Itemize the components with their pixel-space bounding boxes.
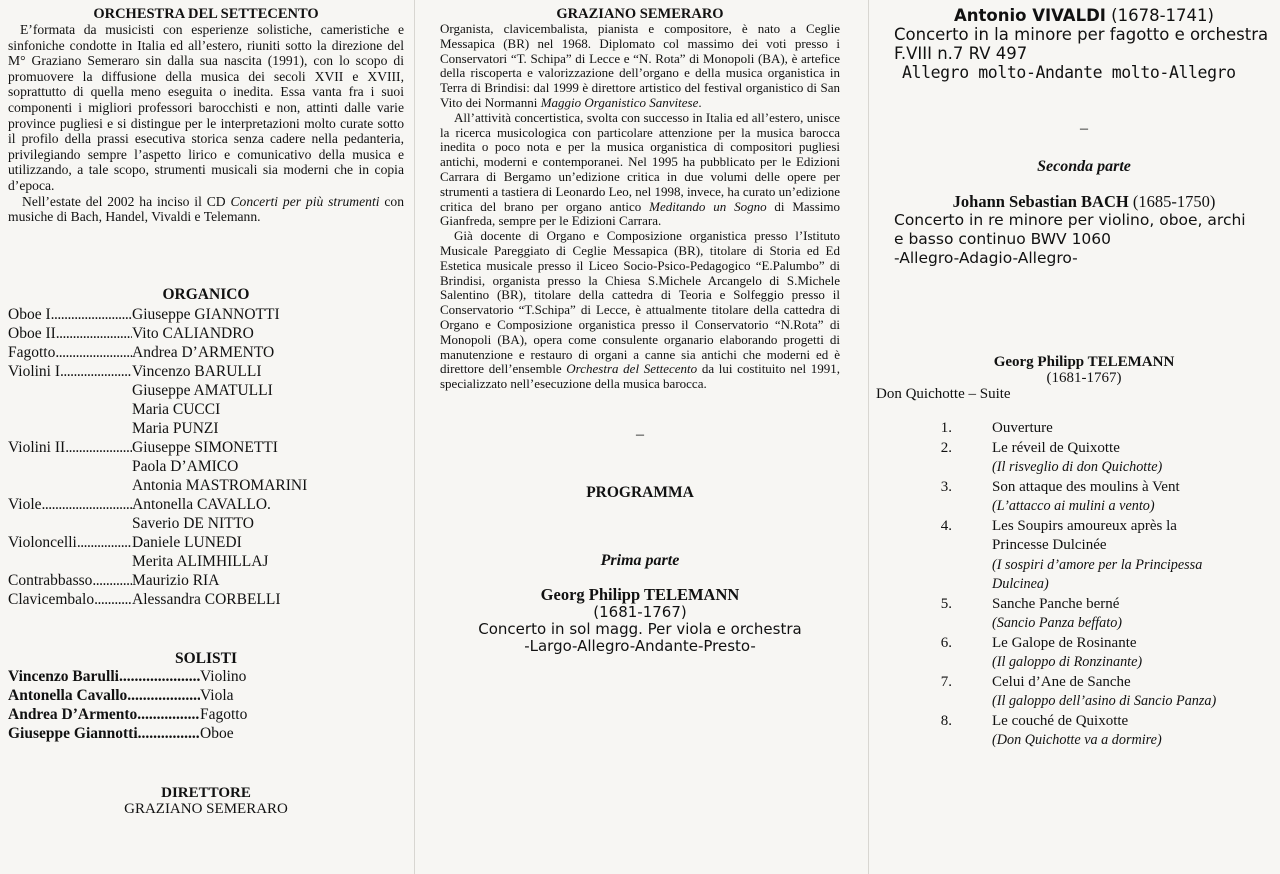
- cd-note-text: Nell’estate del 2002 ha inciso il CD: [22, 193, 231, 209]
- role-label: Oboe I: [8, 305, 51, 323]
- role-label: Violini I: [8, 362, 61, 380]
- movement-title-fr: Sanche Panche berné: [992, 595, 1120, 612]
- movement-title-it: Dulcinea): [992, 576, 1049, 592]
- movement-title-it: (Don Quichotte va a dormire): [992, 732, 1162, 748]
- soloist-row: [8, 686, 404, 705]
- movement-title-it: (Sancio Panza beffato): [992, 615, 1123, 631]
- organico-title: ORGANICO: [162, 285, 250, 303]
- musician-name: Alessandra CORBELLI: [132, 590, 281, 608]
- panel-program-continued: [868, 0, 1280, 874]
- bio-text: Già docente di Organo e Composizione organistica presso l’Istituto Musicale Pareggiato di Ceglie Messapica (BR), titolare di Storia ed Ed Estetica musicale presso il Liceo Socio-Psico-Pedagogico “E.Palumbo” di Brindisi, organista presso la Chiesa S.Michele Arcangelo di S.Michele Salentino (BR), titolare della cattedra di Teoria e Solfeggio presso il Conservatorio “T.Schipa” di Lecce, è attualmente titolare della cattedra di Organo e Composizione organistica presso il Conservatorio “N.Rota” di Monopoli (BA), opera come consulente organario elaborando progetti di manutenzione e restauro di organi a canne sia antichi che moderni ed è direttore dell’ensemble: [440, 228, 840, 377]
- bio-title: GRAZIANO SEMERARO: [556, 6, 724, 22]
- movement-text: [992, 673, 1274, 712]
- movement-title-it: (Il galoppo di Ronzinante): [992, 654, 1143, 670]
- piece4-composer: Georg Philipp TELEMANN: [993, 354, 1175, 370]
- movement-title-fr: Le réveil de Quixotte: [992, 439, 1120, 456]
- piece1-movements: -Largo-Allegro-Andante-Presto-: [524, 636, 756, 655]
- soloist-name-text: Antonella Cavallo: [8, 686, 128, 704]
- piece4-dates: (1681-1767): [1046, 370, 1122, 386]
- soloist-row: [8, 724, 404, 743]
- bio-paragraph-3: [440, 229, 840, 392]
- movement-title-fr: Le couché de Quixotte: [992, 712, 1129, 729]
- organico-role: [8, 438, 132, 457]
- direttore-name: GRAZIANO SEMERARO: [124, 800, 288, 817]
- movement-number: 6.: [940, 634, 952, 651]
- suite-movement: [894, 673, 1274, 712]
- direttore-title: DIRETTORE: [161, 784, 251, 801]
- role-label: Violini II: [8, 438, 66, 456]
- soloist-name-text: Andrea D’Armento: [8, 705, 138, 723]
- musician-name: Andrea D’ARMENTO: [132, 343, 275, 361]
- panel-biography-program: [414, 0, 868, 874]
- movement-title-fr: Celui d’Ane de Sanche: [992, 673, 1131, 690]
- musician-name: Vincenzo BARULLI: [132, 362, 262, 380]
- piece4-title: Don Quichotte – Suite: [876, 386, 1011, 402]
- movement-title-it: (Il galoppo dell’asino di Sancio Panza): [992, 693, 1217, 709]
- soloist-name: [8, 686, 200, 705]
- suite-movement: [894, 712, 1274, 751]
- seconda-parte-heading: Seconda parte: [1037, 158, 1131, 175]
- movement-text: [992, 517, 1274, 595]
- organico-list: [8, 305, 404, 609]
- musician-name: Daniele LUNEDI: [132, 533, 242, 551]
- musician-name: Antonella CAVALLO.: [132, 495, 271, 513]
- soloist-instrument: Violino: [200, 667, 247, 685]
- organico-role: [8, 305, 132, 324]
- suite-movement: [894, 634, 1274, 673]
- organico-row: [8, 400, 404, 419]
- panel-orchestra: [0, 0, 414, 874]
- organico-role: [8, 571, 132, 590]
- piece2-movements: Allegro molto-Andante molto-Allegro: [902, 63, 1236, 82]
- piece2-composer: Antonio VIVALDI: [954, 6, 1106, 25]
- bio-text-end: .: [698, 94, 702, 110]
- movement-number: 1.: [940, 420, 952, 436]
- movement-title-fr: Son attaque des moulins à Vent: [992, 478, 1180, 495]
- organico-role: [8, 533, 132, 552]
- organico-row: [8, 552, 404, 571]
- movement-number: 8.: [940, 712, 952, 729]
- piece3-movements: -Allegro-Adagio-Allegro-: [894, 249, 1078, 267]
- bio-text-end: di Massimo Gianfreda, sempre per le Edizioni Carrara.: [440, 198, 840, 229]
- bio-text: Organista, clavicembalista, pianista e compositore, è nato a Ceglie Messapica (BR) nel 1968. Diplomato col massimo dei voti presso i Conservatori “T. Schipa” di Lecce e “N. Rota” di Monopoli (BA), è artefice della riscoperta e valorizzazione dell’organo e della musica organistica in Terra di Brindisi: dal 1999 è direttore artistico del festival organistico di San Vito dei Normanni: [440, 21, 840, 110]
- piece3-header: [894, 192, 1274, 211]
- piece2-title-line1: Concerto in la minore per fagotto e orchestra: [894, 25, 1269, 44]
- role-label: Viole: [8, 495, 42, 513]
- movement-title-it: (I sospiri d’amore per la Principessa: [992, 556, 1203, 573]
- movement-title-fr: Princesse Dulcinée: [992, 537, 1107, 553]
- suite-movement: [894, 517, 1274, 595]
- musician-name: Vito CALIANDRO: [132, 324, 254, 342]
- soloist-row: [8, 667, 404, 686]
- suite-movement: [894, 439, 1274, 478]
- festival-name: Maggio Organistico Sanvitese: [540, 94, 699, 110]
- musician-name: Giuseppe GIANNOTTI: [132, 305, 280, 323]
- organico-row: [8, 514, 404, 533]
- movement-number: 3.: [940, 478, 952, 495]
- role-label: Fagotto: [8, 343, 56, 361]
- suite-movement: [894, 478, 1274, 517]
- movement-number: 2.: [940, 439, 952, 456]
- movement-number: 5.: [940, 595, 952, 612]
- organico-row: [8, 457, 404, 476]
- piece1-dates: (1681-1767): [593, 602, 687, 621]
- role-label: Violoncelli: [8, 533, 77, 551]
- organico-row: [8, 343, 404, 362]
- organico-row: [8, 590, 404, 609]
- musician-name: Paola D’AMICO: [132, 457, 239, 475]
- movement-title-it: (L’attacco ai mulini a vento): [992, 498, 1155, 514]
- piece3-title-line2: e basso continuo BWV 1060: [894, 230, 1112, 248]
- orchestra-title: ORCHESTRA DEL SETTECENTO: [93, 6, 319, 22]
- piece3-composer: Johann Sebastian BACH: [952, 192, 1129, 211]
- musician-name: Antonia MASTROMARINI: [132, 476, 308, 494]
- movement-number: 4.: [940, 517, 952, 534]
- orchestra-cd-note: [8, 194, 404, 225]
- orchestra-description: E’formata da musicisti con esperienze solistiche, cameristiche e sinfoniche condotte in Italia ed all’estero, riuniti sotto la direzione del M° Graziano Semeraro sin dalla sua nascita (1991), con lo scopo di promuovere la diffusione della musica dei secoli XVII e XVIII, soprattutto di quella meno eseguita o inedita. Essa vanta fra i suoi componenti i migliori professori barocchisti e non, attinti dalle varie province pugliesi e si distingue per le interpretazioni molto curate sotto il profilo della prassi esecutiva storica senza cadere nella pedanteria, privilegiando sempre l’aspetto lirico e comunicativo della musica e utilizzando, a tale scopo, strumenti musicali sia moderni che in copia d’epoca.: [8, 22, 404, 193]
- movement-title-fr: Ouverture: [992, 420, 1053, 436]
- suite-movement: [894, 595, 1274, 634]
- soloist-instrument: Oboe: [200, 724, 234, 742]
- organico-row: [8, 476, 404, 495]
- organico-row: [8, 438, 404, 457]
- musician-name: Maria PUNZI: [132, 419, 219, 437]
- cd-note-text-end: con musiche di Bach, Handel, Vivaldi e Telemann.: [8, 193, 404, 225]
- organico-row: [8, 305, 404, 324]
- musician-name: Maria CUCCI: [132, 400, 221, 418]
- musician-name: Merita ALIMHILLAJ: [132, 552, 269, 570]
- movement-title-fr: Le Galope de Rosinante: [992, 634, 1137, 651]
- organico-role: [8, 590, 132, 609]
- piece3-title-line1: Concerto in re minore per violino, oboe, archi: [894, 211, 1246, 229]
- cd-title: Concerti per più strumenti: [230, 193, 380, 209]
- piece1-title: Concerto in sol magg. Per viola e orchestra: [478, 619, 802, 638]
- role-label: Clavicembalo: [8, 590, 95, 608]
- bio-paragraph-1: [440, 22, 840, 111]
- bio-text-end: da lui costituito nel 1991, specializzato nell’esecuzione della musica barocca.: [440, 361, 840, 392]
- movement-text: [992, 478, 1274, 517]
- musician-name: Saverio DE NITTO: [132, 514, 254, 532]
- musician-name: Giuseppe SIMONETTI: [132, 438, 278, 456]
- organico-role: [8, 362, 132, 381]
- prima-parte-heading: Prima parte: [600, 551, 680, 569]
- organico-row: [8, 419, 404, 438]
- organico-row: [8, 362, 404, 381]
- movement-text: [992, 439, 1274, 478]
- soloist-name: [8, 667, 200, 686]
- organico-role: [8, 495, 132, 514]
- piece2-dates: (1678-1741): [1105, 6, 1214, 25]
- movement-text: [992, 595, 1274, 634]
- soloist-name: [8, 724, 200, 743]
- movement-title-it: (Il risveglio di don Quichotte): [992, 459, 1163, 475]
- ensemble-name: Orchestra del Settecento: [566, 361, 698, 377]
- piece2-title-line2: F.VIII n.7 RV 497: [894, 44, 1028, 63]
- movement-number: 7.: [940, 673, 952, 690]
- organico-row: [8, 381, 404, 400]
- movement-title-fr: Les Soupirs amoureux après la: [992, 517, 1177, 534]
- fold-line: [868, 0, 869, 874]
- solisti-list: [8, 667, 404, 743]
- piece3-dates: (1685-1750): [1128, 192, 1216, 211]
- organico-role: [8, 343, 132, 362]
- bio-text: All’attività concertistica, svolta con successo in Italia ed all’estero, unisce la ricerca musicologica con particolare attenzione per la musica barocca inedita o poco nota e per la musica organistica di compositori pugliesi antichi, moderni e contemporanei. Nel 1995 ha pubblicato per le Edizioni Carrara di Bergamo un’edizione critica in due volumi delle opere per strumenti a tastiera di Leonardo Leo, nel 1998, invece, ha curato un’edizione critica del brano per organo antico: [440, 109, 840, 214]
- suite-movement-list: [894, 419, 1274, 751]
- programma-title: PROGRAMMA: [586, 483, 694, 501]
- organico-row: [8, 324, 404, 343]
- separator-dash: –: [1080, 120, 1088, 137]
- piece2-header: [894, 6, 1274, 25]
- soloist-instrument: Viola: [200, 686, 234, 704]
- work-title: Meditando un Sogno: [649, 198, 767, 214]
- movement-text: [992, 419, 1274, 439]
- movement-text: [992, 712, 1274, 751]
- separator-dash: –: [636, 425, 644, 443]
- soloist-instrument: Fagotto: [200, 705, 248, 723]
- organico-row: [8, 495, 404, 514]
- role-label: Contrabbasso: [8, 571, 93, 589]
- musician-name: Maurizio RIA: [132, 571, 220, 589]
- fold-line: [414, 0, 415, 874]
- musician-name: Giuseppe AMATULLI: [132, 381, 273, 399]
- soloist-name-text: Vincenzo Barulli: [8, 667, 119, 685]
- organico-row: [8, 533, 404, 552]
- suite-movement: [894, 419, 1274, 439]
- soloist-row: [8, 705, 404, 724]
- movement-text: [992, 634, 1274, 673]
- organico-role: [8, 324, 132, 343]
- solisti-title: SOLISTI: [174, 649, 238, 667]
- bio-paragraph-2: [440, 111, 840, 229]
- soloist-name: [8, 705, 200, 724]
- soloist-name-text: Giuseppe Giannotti: [8, 724, 138, 742]
- piece1-composer: Georg Philipp TELEMANN: [540, 584, 740, 604]
- organico-row: [8, 571, 404, 590]
- role-label: Oboe II: [8, 324, 56, 342]
